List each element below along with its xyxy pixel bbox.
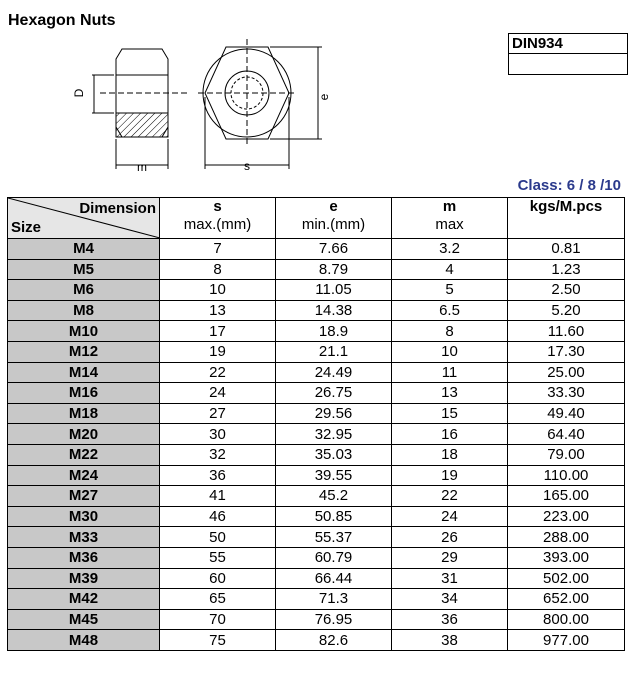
m-cell: 10	[392, 341, 508, 362]
column-name: m	[442, 198, 457, 215]
size-cell: M8	[8, 300, 160, 321]
table-row	[8, 506, 625, 527]
e-cell: 7.66	[276, 239, 392, 260]
size-cell: M22	[8, 444, 160, 465]
m-cell: 22	[392, 486, 508, 507]
e-cell: 24.49	[276, 362, 392, 383]
e-cell: 45.2	[276, 486, 392, 507]
header-m	[392, 198, 508, 239]
header-weight	[508, 198, 625, 239]
table-row	[8, 280, 625, 301]
m-cell: 16	[392, 424, 508, 445]
column-sub: max.(mm)	[183, 216, 252, 233]
weight-cell: 11.60	[508, 321, 625, 342]
weight-cell: 17.30	[508, 341, 625, 362]
size-cell: M27	[8, 486, 160, 507]
m-cell: 4	[392, 259, 508, 280]
m-cell: 13	[392, 383, 508, 404]
standard-box	[508, 33, 628, 75]
weight-cell: 79.00	[508, 444, 625, 465]
size-cell: M33	[8, 527, 160, 548]
nut-front-view	[198, 39, 322, 169]
table-row	[8, 568, 625, 589]
table-row	[8, 239, 625, 260]
table-header-row	[8, 198, 625, 239]
m-cell: 29	[392, 547, 508, 568]
weight-cell: 800.00	[508, 609, 625, 630]
table-row	[8, 630, 625, 651]
s-cell: 65	[160, 589, 276, 610]
e-cell: 18.9	[276, 321, 392, 342]
s-cell: 36	[160, 465, 276, 486]
weight-cell: 64.40	[508, 424, 625, 445]
m-cell: 11	[392, 362, 508, 383]
m-cell: 36	[392, 609, 508, 630]
table-row	[8, 444, 625, 465]
table-row	[8, 341, 625, 362]
size-cell: M45	[8, 609, 160, 630]
weight-cell: 0.81	[508, 239, 625, 260]
weight-cell: 393.00	[508, 547, 625, 568]
e-cell: 26.75	[276, 383, 392, 404]
size-cell: M39	[8, 568, 160, 589]
e-cell: 71.3	[276, 589, 392, 610]
size-cell: M6	[8, 280, 160, 301]
table-row	[8, 527, 625, 548]
e-cell: 39.55	[276, 465, 392, 486]
weight-cell: 33.30	[508, 383, 625, 404]
m-cell: 6.5	[392, 300, 508, 321]
s-cell: 24	[160, 383, 276, 404]
s-cell: 27	[160, 403, 276, 424]
m-cell: 8	[392, 321, 508, 342]
m-cell: 24	[392, 506, 508, 527]
weight-cell: 288.00	[508, 527, 625, 548]
table-row	[8, 259, 625, 280]
dim-label-s: s	[244, 159, 250, 173]
hex-nut-drawing	[70, 35, 340, 175]
size-cell: M5	[8, 259, 160, 280]
dim-label-e: e	[317, 93, 331, 101]
column-sub: max	[435, 216, 464, 233]
m-cell: 19	[392, 465, 508, 486]
m-cell: 31	[392, 568, 508, 589]
size-cell: M4	[8, 239, 160, 260]
size-cell: M36	[8, 547, 160, 568]
header-e	[276, 198, 392, 239]
table-body	[8, 239, 625, 651]
m-cell: 5	[392, 280, 508, 301]
e-cell: 29.56	[276, 403, 392, 424]
size-cell: M10	[8, 321, 160, 342]
table-row	[8, 465, 625, 486]
size-cell: M16	[8, 383, 160, 404]
s-cell: 30	[160, 424, 276, 445]
s-cell: 17	[160, 321, 276, 342]
e-cell: 32.95	[276, 424, 392, 445]
table-row	[8, 547, 625, 568]
table-row	[8, 424, 625, 445]
table-row	[8, 383, 625, 404]
nut-side-view	[92, 49, 190, 169]
s-cell: 10	[160, 280, 276, 301]
m-cell: 34	[392, 589, 508, 610]
table-row	[8, 403, 625, 424]
m-cell: 18	[392, 444, 508, 465]
weight-cell: 5.20	[508, 300, 625, 321]
s-cell: 7	[160, 239, 276, 260]
corner-size-label: Size	[11, 219, 42, 236]
class-label: Class: 6 / 8 /10	[517, 177, 621, 194]
size-cell: M24	[8, 465, 160, 486]
weight-cell: 223.00	[508, 506, 625, 527]
e-cell: 21.1	[276, 341, 392, 362]
s-cell: 41	[160, 486, 276, 507]
size-cell: M14	[8, 362, 160, 383]
e-cell: 60.79	[276, 547, 392, 568]
table-row	[8, 609, 625, 630]
weight-cell: 2.50	[508, 280, 625, 301]
s-cell: 32	[160, 444, 276, 465]
s-cell: 46	[160, 506, 276, 527]
page-title: Hexagon Nuts	[8, 12, 116, 29]
m-cell: 3.2	[392, 239, 508, 260]
column-name: kgs/M.pcs	[529, 198, 603, 215]
s-cell: 13	[160, 300, 276, 321]
table-row	[8, 300, 625, 321]
s-cell: 50	[160, 527, 276, 548]
e-cell: 76.95	[276, 609, 392, 630]
weight-cell: 49.40	[508, 403, 625, 424]
table-row	[8, 486, 625, 507]
weight-cell: 1.23	[508, 259, 625, 280]
s-cell: 22	[160, 362, 276, 383]
weight-cell: 977.00	[508, 630, 625, 651]
size-cell: M18	[8, 403, 160, 424]
weight-cell: 110.00	[508, 465, 625, 486]
header-corner	[8, 198, 160, 239]
s-cell: 60	[160, 568, 276, 589]
e-cell: 14.38	[276, 300, 392, 321]
e-cell: 55.37	[276, 527, 392, 548]
size-cell: M42	[8, 589, 160, 610]
e-cell: 50.85	[276, 506, 392, 527]
weight-cell: 652.00	[508, 589, 625, 610]
size-cell: M20	[8, 424, 160, 445]
column-name: s	[213, 198, 222, 215]
m-cell: 15	[392, 403, 508, 424]
s-cell: 75	[160, 630, 276, 651]
weight-cell: 502.00	[508, 568, 625, 589]
hex-nut-spec-table	[7, 197, 625, 651]
m-cell: 26	[392, 527, 508, 548]
e-cell: 8.79	[276, 259, 392, 280]
table-row	[8, 589, 625, 610]
m-cell: 38	[392, 630, 508, 651]
dim-label-m: m	[137, 160, 147, 174]
header-s	[160, 198, 276, 239]
e-cell: 82.6	[276, 630, 392, 651]
column-sub: min.(mm)	[301, 216, 366, 233]
e-cell: 35.03	[276, 444, 392, 465]
size-cell: M48	[8, 630, 160, 651]
s-cell: 55	[160, 547, 276, 568]
s-cell: 19	[160, 341, 276, 362]
table-row	[8, 362, 625, 383]
e-cell: 11.05	[276, 280, 392, 301]
corner-dimension-label: Dimension	[79, 200, 156, 217]
s-cell: 70	[160, 609, 276, 630]
column-name: e	[329, 198, 338, 215]
table-row	[8, 321, 625, 342]
weight-cell: 25.00	[508, 362, 625, 383]
standard-label: DIN934	[509, 34, 627, 54]
e-cell: 66.44	[276, 568, 392, 589]
size-cell: M30	[8, 506, 160, 527]
s-cell: 8	[160, 259, 276, 280]
size-cell: M12	[8, 341, 160, 362]
dim-label-d: D	[72, 88, 86, 98]
weight-cell: 165.00	[508, 486, 625, 507]
